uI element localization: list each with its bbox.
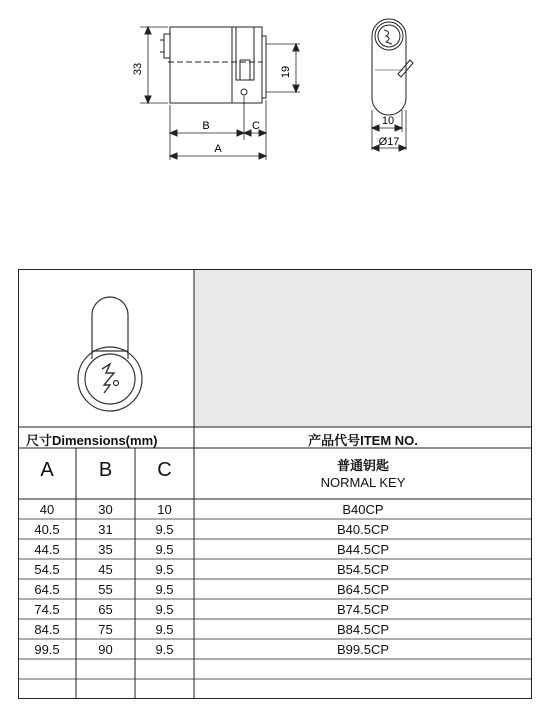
cell-b: 35: [98, 542, 113, 557]
label-a: A: [214, 143, 222, 155]
cell-a: 40.5: [34, 522, 60, 537]
cell-a: 44.5: [34, 542, 60, 557]
cell-b: 65: [98, 602, 113, 617]
item-no-header: 产品代号ITEM NO.: [308, 433, 418, 448]
dimensions-header: 尺寸Dimensions(mm): [26, 433, 158, 448]
column-header-a: A: [40, 459, 54, 481]
cylinder-front-view: [372, 19, 413, 115]
label-c: C: [252, 120, 260, 132]
label-d17: Ø17: [378, 136, 400, 148]
cylinder-side-view: [160, 27, 266, 103]
column-header-c: C: [157, 459, 172, 481]
column-header-b: B: [98, 459, 113, 481]
cell-c: 9.5: [155, 562, 174, 577]
cell-c: 9.5: [155, 542, 174, 557]
cell-c: 9.5: [155, 642, 174, 657]
spec-table: [18, 269, 532, 704]
cell-c: 9.5: [155, 582, 174, 597]
cylinder-profile-drawing: [78, 297, 142, 411]
cell-a: 40: [39, 502, 55, 517]
cell-item-no: B99.5CP: [336, 642, 390, 657]
cell-item-no: B54.5CP: [336, 562, 390, 577]
cell-a: 54.5: [34, 562, 60, 577]
normal-key-label-cn: 普通钥匙: [336, 458, 389, 473]
cell-item-no: B40.5CP: [336, 522, 390, 537]
cell-a: 84.5: [34, 622, 60, 637]
cell-item-no: B74.5CP: [336, 602, 390, 617]
cell-b: 90: [98, 642, 113, 657]
cell-item-no: B84.5CP: [336, 622, 390, 637]
cell-a: 74.5: [34, 602, 60, 617]
cell-b: 75: [98, 622, 113, 637]
cell-item-no: B40CP: [342, 502, 384, 517]
label-b: B: [202, 120, 210, 132]
cell-c: 9.5: [155, 622, 174, 637]
label-19: 19: [280, 65, 292, 79]
cell-item-no: B44.5CP: [336, 542, 390, 557]
cell-c: 9.5: [155, 602, 174, 617]
cell-b: 45: [98, 562, 113, 577]
cell-b: 30: [98, 502, 113, 517]
cell-b: 55: [98, 582, 113, 597]
cell-b: 31: [98, 522, 113, 537]
label-33: 33: [132, 62, 144, 76]
normal-key-label-en: NORMAL KEY: [320, 475, 406, 490]
cell-c: 9.5: [155, 522, 174, 537]
cell-a: 64.5: [34, 582, 60, 597]
label-10: 10: [381, 115, 395, 127]
cell-item-no: B64.5CP: [336, 582, 390, 597]
cell-a: 99.5: [34, 642, 60, 657]
cell-c: 10: [157, 502, 172, 517]
cylinder-technical-drawing: [0, 0, 550, 240]
